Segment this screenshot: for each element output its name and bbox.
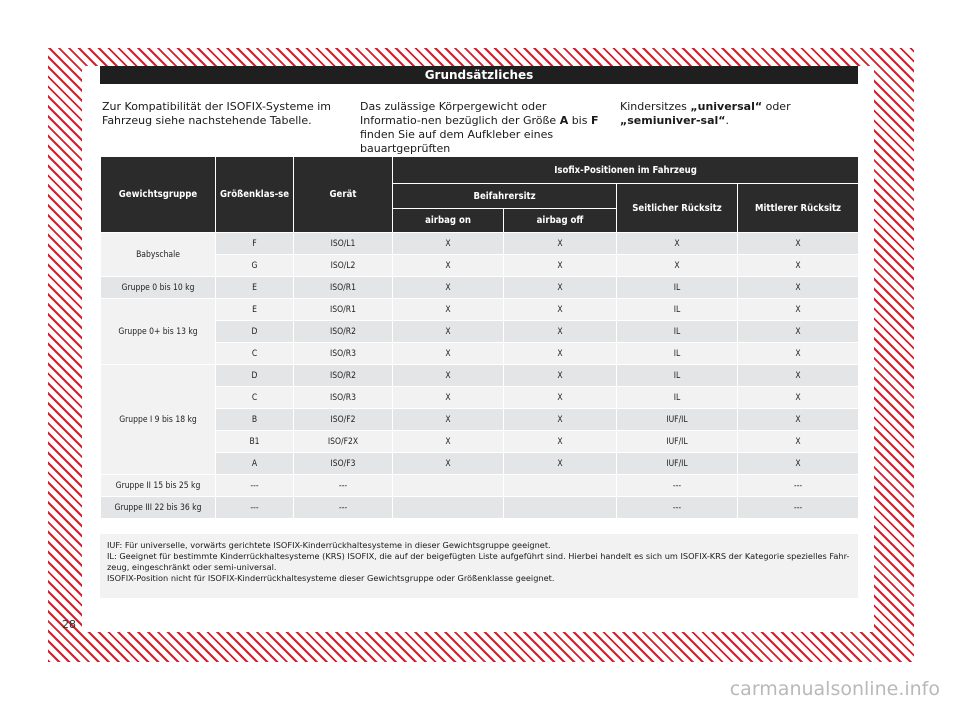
size-class-cell: F: [216, 233, 294, 255]
device-cell: ---: [294, 475, 393, 497]
table-row: [101, 277, 859, 299]
weight-group-cell: Babyschale: [101, 233, 216, 277]
middle-rear-seat-cell: X: [738, 409, 859, 431]
side-rear-seat-cell: IL: [617, 299, 738, 321]
side-rear-seat-cell: ---: [617, 475, 738, 497]
footnote-x: ISOFIX-Position nicht für ISOFIX-Kinderrückhaltesysteme dieser Gewichtsgruppe oder Größenklasse geeignet.: [107, 573, 555, 583]
footnote-il-cont: zeug, eingeschränkt oder semi-universal.: [107, 562, 277, 572]
airbag-off-cell: [504, 497, 617, 519]
intro-text-col2: Das zulässige Körpergewicht oder Informatio-nen bezüglich der Größe A bis F finden Sie auf dem Aufkleber eines bauartgeprüften: [360, 100, 599, 155]
header-airbag-on: airbag on: [393, 209, 504, 233]
weight-group-cell: Gruppe 0+ bis 13 kg: [101, 299, 216, 365]
middle-rear-seat-cell: ---: [738, 475, 859, 497]
airbag-on-cell: X: [393, 365, 504, 387]
table-row: [101, 475, 859, 497]
side-rear-seat-cell: IUF/IL: [617, 431, 738, 453]
size-class-cell: G: [216, 255, 294, 277]
watermark-text: carmanualsonline.info: [729, 678, 940, 700]
intro-text-col1: Zur Kompatibilität der ISOFIX-Systeme im Fahrzeug siehe nachstehende Tabelle.: [102, 100, 331, 127]
size-class-cell: C: [216, 343, 294, 365]
device-cell: ISO/F2: [294, 409, 393, 431]
intro-text-col3: Kindersitzes „universal“ oder „semiuniver-sal“.: [620, 100, 791, 127]
middle-rear-seat-cell: X: [738, 233, 859, 255]
device-cell: ISO/L2: [294, 255, 393, 277]
airbag-on-cell: X: [393, 387, 504, 409]
middle-rear-seat-cell: X: [738, 277, 859, 299]
side-rear-seat-cell: IL: [617, 387, 738, 409]
weight-group-cell: Gruppe 0 bis 10 kg: [101, 277, 216, 299]
size-class-cell: ---: [216, 475, 294, 497]
airbag-on-cell: X: [393, 277, 504, 299]
table-row: [101, 365, 859, 387]
airbag-on-cell: X: [393, 409, 504, 431]
table-row: [101, 299, 859, 321]
header-gewichtsgruppe: Gewichtsgruppe: [101, 157, 216, 233]
device-cell: ISO/F2X: [294, 431, 393, 453]
size-class-cell: ---: [216, 497, 294, 519]
airbag-on-cell: X: [393, 321, 504, 343]
middle-rear-seat-cell: X: [738, 365, 859, 387]
side-rear-seat-cell: IUF/IL: [617, 409, 738, 431]
airbag-off-cell: X: [504, 233, 617, 255]
table-row: [101, 233, 859, 255]
middle-rear-seat-cell: ---: [738, 497, 859, 519]
airbag-off-cell: X: [504, 409, 617, 431]
airbag-on-cell: X: [393, 299, 504, 321]
side-rear-seat-cell: IL: [617, 343, 738, 365]
side-rear-seat-cell: X: [617, 233, 738, 255]
side-rear-seat-cell: IUF/IL: [617, 453, 738, 475]
header-groessenklasse: Größenklas-se: [216, 157, 294, 233]
header-beifahrersitz: Beifahrersitz: [393, 184, 617, 209]
middle-rear-seat-cell: X: [738, 387, 859, 409]
table-body: [101, 233, 859, 519]
footnote-il: IL: Geeignet für bestimmte Kinderrückhaltesysteme (KRS) ISOFIX, die auf der beigefügten Liste aufgeführt sind. Hierbei handelt es sich um ISOFIX-KRS der Kategorie spezielles Fahr-: [107, 551, 850, 561]
device-cell: ISO/R3: [294, 387, 393, 409]
airbag-on-cell: X: [393, 255, 504, 277]
middle-rear-seat-cell: X: [738, 255, 859, 277]
airbag-off-cell: X: [504, 321, 617, 343]
device-cell: ISO/R1: [294, 277, 393, 299]
header-isofix-positionen: Isofix-Positionen im Fahrzeug: [393, 157, 859, 184]
weight-group-cell: Gruppe III 22 bis 36 kg: [101, 497, 216, 519]
size-class-cell: A: [216, 453, 294, 475]
size-class-cell: D: [216, 365, 294, 387]
header-seitlicher-ruecksitz: Seitlicher Rücksitz: [617, 184, 738, 233]
size-class-cell: C: [216, 387, 294, 409]
airbag-on-cell: [393, 497, 504, 519]
side-rear-seat-cell: IL: [617, 365, 738, 387]
footnote-iuf: IUF: Für universelle, vorwärts gerichtete ISOFIX-Kinderrückhaltesysteme in dieser Gewichtsgruppe geeignet.: [107, 540, 551, 550]
airbag-off-cell: X: [504, 299, 617, 321]
middle-rear-seat-cell: X: [738, 321, 859, 343]
header-airbag-off: airbag off: [504, 209, 617, 233]
airbag-off-cell: X: [504, 453, 617, 475]
section-header: Grundsätzliches: [100, 66, 858, 84]
weight-group-cell: Gruppe I 9 bis 18 kg: [101, 365, 216, 475]
airbag-on-cell: X: [393, 343, 504, 365]
side-rear-seat-cell: ---: [617, 497, 738, 519]
table-row: [101, 497, 859, 519]
size-class-cell: B: [216, 409, 294, 431]
size-class-cell: B1: [216, 431, 294, 453]
device-cell: ---: [294, 497, 393, 519]
side-rear-seat-cell: IL: [617, 321, 738, 343]
header-mittlerer-ruecksitz: Mittlerer Rücksitz: [738, 184, 859, 233]
airbag-off-cell: [504, 475, 617, 497]
device-cell: ISO/R3: [294, 343, 393, 365]
device-cell: ISO/L1: [294, 233, 393, 255]
airbag-on-cell: X: [393, 233, 504, 255]
airbag-off-cell: X: [504, 365, 617, 387]
page-number: 28: [62, 618, 76, 631]
header-geraet: Gerät: [294, 157, 393, 233]
airbag-on-cell: X: [393, 431, 504, 453]
middle-rear-seat-cell: X: [738, 299, 859, 321]
airbag-off-cell: X: [504, 343, 617, 365]
footnotes-box: [100, 534, 858, 598]
airbag-off-cell: X: [504, 387, 617, 409]
side-rear-seat-cell: IL: [617, 277, 738, 299]
weight-group-cell: Gruppe II 15 bis 25 kg: [101, 475, 216, 497]
airbag-on-cell: X: [393, 453, 504, 475]
side-rear-seat-cell: X: [617, 255, 738, 277]
middle-rear-seat-cell: X: [738, 453, 859, 475]
size-class-cell: E: [216, 277, 294, 299]
airbag-on-cell: [393, 475, 504, 497]
airbag-off-cell: X: [504, 255, 617, 277]
device-cell: ISO/R2: [294, 365, 393, 387]
airbag-off-cell: X: [504, 431, 617, 453]
device-cell: ISO/R2: [294, 321, 393, 343]
device-cell: ISO/R1: [294, 299, 393, 321]
middle-rear-seat-cell: X: [738, 431, 859, 453]
size-class-cell: D: [216, 321, 294, 343]
device-cell: ISO/F3: [294, 453, 393, 475]
isofix-table: [100, 156, 859, 519]
middle-rear-seat-cell: X: [738, 343, 859, 365]
size-class-cell: E: [216, 299, 294, 321]
airbag-off-cell: X: [504, 277, 617, 299]
